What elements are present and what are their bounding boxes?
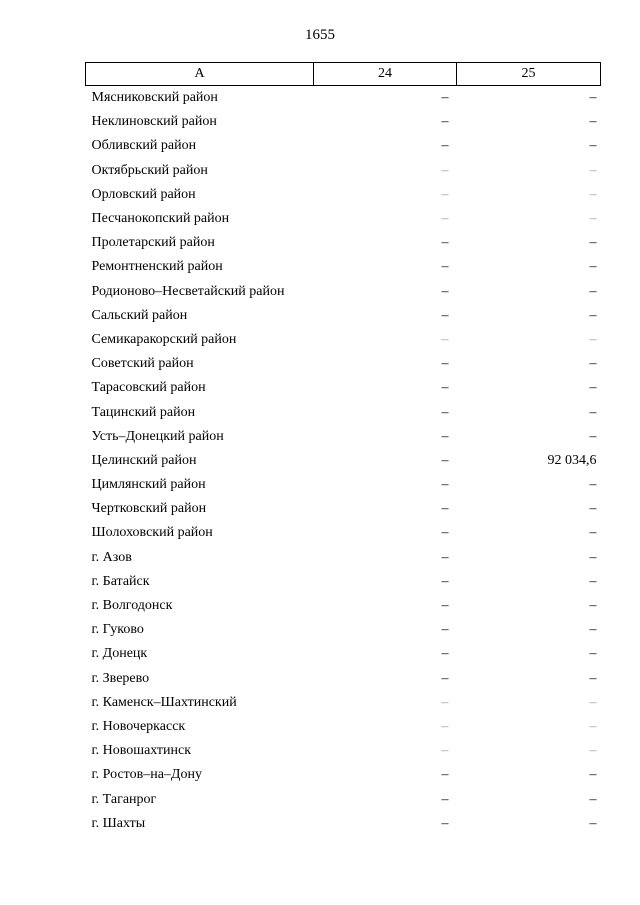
row-value-25: – — [589, 259, 597, 275]
row-value-24: – — [441, 477, 449, 493]
row-value-25: 92 034,6 — [547, 452, 597, 468]
row-value-25: – — [589, 90, 597, 106]
row-value-25: – — [589, 283, 597, 299]
row-value-25: – — [589, 114, 597, 130]
row-value-25: – — [589, 186, 597, 202]
row-value-24: – — [441, 452, 449, 468]
row-value-25: – — [589, 211, 597, 227]
row-value-25: – — [589, 477, 597, 493]
row-name: Цимлянский район — [91, 477, 206, 493]
row-value-25: – — [589, 307, 597, 323]
table-row — [86, 400, 601, 424]
table-row — [86, 594, 601, 618]
row-name: Орловский район — [91, 186, 196, 202]
column-header-24: 24 — [314, 63, 457, 86]
row-value-25: – — [589, 622, 597, 638]
row-value-25: – — [589, 428, 597, 444]
table-row — [86, 376, 601, 400]
row-name: Семикаракорский район — [91, 331, 237, 347]
row-value-24: – — [441, 380, 449, 396]
row-value-24: – — [441, 259, 449, 275]
row-value-24: – — [441, 331, 449, 347]
table-body — [86, 86, 601, 836]
table-row — [86, 134, 601, 158]
row-value-24: – — [441, 622, 449, 638]
row-value-24: – — [441, 525, 449, 541]
table-row — [86, 546, 601, 570]
row-name: Родионово–Несветайский район — [91, 283, 285, 299]
row-value-25: – — [589, 525, 597, 541]
row-name: Усть–Донецкий район — [91, 428, 224, 444]
row-value-25: – — [589, 573, 597, 589]
row-name: Тацинский район — [91, 404, 196, 420]
budget-table — [85, 62, 601, 836]
row-value-25: – — [589, 670, 597, 686]
row-value-24: – — [441, 114, 449, 130]
row-name: г. Донецк — [91, 646, 148, 662]
row-value-24: – — [441, 307, 449, 323]
table-row — [86, 449, 601, 473]
table-row — [86, 667, 601, 691]
row-value-25: – — [589, 767, 597, 783]
row-value-24: – — [441, 791, 449, 807]
table-row — [86, 304, 601, 328]
table-row — [86, 86, 601, 111]
header-row — [86, 63, 601, 86]
row-name: Октябрьский район — [91, 162, 208, 178]
row-name: Советский район — [91, 356, 194, 372]
row-value-25: – — [589, 743, 597, 759]
row-name: Сальский район — [91, 307, 188, 323]
row-value-24: – — [441, 428, 449, 444]
row-value-24: – — [441, 283, 449, 299]
row-value-25: – — [589, 235, 597, 251]
row-name: г. Новошахтинск — [91, 743, 192, 759]
table-row — [86, 231, 601, 255]
row-name: г. Зверево — [91, 670, 150, 686]
row-value-24: – — [441, 162, 449, 178]
row-value-25: – — [589, 501, 597, 517]
row-value-24: – — [441, 573, 449, 589]
row-name: г. Батайск — [91, 573, 150, 589]
row-value-24: – — [441, 549, 449, 565]
row-value-24: – — [441, 767, 449, 783]
table-row — [86, 763, 601, 787]
row-name: Обливский район — [91, 138, 197, 154]
row-name: Чертковский район — [91, 501, 207, 517]
table-row — [86, 570, 601, 594]
row-value-25: – — [589, 815, 597, 831]
row-value-25: – — [589, 404, 597, 420]
row-name: г. Шахты — [91, 815, 146, 831]
row-value-25: – — [589, 331, 597, 347]
row-name: г. Ростов–на–Дону — [91, 767, 202, 783]
row-value-25: – — [589, 138, 597, 154]
row-value-24: – — [441, 743, 449, 759]
table-row — [86, 521, 601, 545]
table-row — [86, 255, 601, 279]
row-value-24: – — [441, 501, 449, 517]
table-row — [86, 642, 601, 666]
row-name: г. Волгодонск — [91, 598, 173, 614]
table-row — [86, 618, 601, 642]
row-name: Песчанокопский район — [91, 211, 230, 227]
row-name: Ремонтненский район — [91, 259, 223, 275]
row-value-25: – — [589, 549, 597, 565]
row-name: Пролетарский район — [91, 235, 215, 251]
table-row — [86, 691, 601, 715]
table-row — [86, 497, 601, 521]
table-row — [86, 183, 601, 207]
row-value-24: – — [441, 211, 449, 227]
row-value-25: – — [589, 646, 597, 662]
column-header-25: 25 — [457, 63, 601, 86]
table-row — [86, 352, 601, 376]
row-value-25: – — [589, 598, 597, 614]
table-row — [86, 207, 601, 231]
table-row — [86, 739, 601, 763]
row-name: г. Азов — [91, 549, 132, 565]
row-name: г. Каменск–Шахтинский — [91, 694, 237, 710]
row-name: Тарасовский район — [91, 380, 206, 396]
column-header-a: А — [86, 63, 314, 86]
table-row — [86, 110, 601, 134]
row-value-24: – — [441, 646, 449, 662]
row-name: Неклиновский район — [91, 114, 217, 130]
row-value-24: – — [441, 694, 449, 710]
row-name: г. Гуково — [91, 622, 144, 638]
row-value-25: – — [589, 356, 597, 372]
row-value-24: – — [441, 235, 449, 251]
row-name: г. Новочеркасск — [91, 718, 186, 734]
row-value-24: – — [441, 670, 449, 686]
page-number: 1655 — [305, 27, 335, 43]
table-row — [86, 787, 601, 811]
row-value-24: – — [441, 90, 449, 106]
row-value-25: – — [589, 162, 597, 178]
row-value-24: – — [441, 186, 449, 202]
table-row — [86, 159, 601, 183]
row-value-24: – — [441, 718, 449, 734]
row-value-24: – — [441, 598, 449, 614]
row-name: Шолоховский район — [91, 525, 213, 541]
table-header — [86, 63, 601, 86]
row-value-25: – — [589, 791, 597, 807]
row-value-25: – — [589, 694, 597, 710]
row-value-25: – — [589, 718, 597, 734]
row-value-25: – — [589, 380, 597, 396]
row-value-24: – — [441, 356, 449, 372]
table-row — [86, 812, 601, 836]
row-name: Целинский район — [91, 452, 197, 468]
table-row — [86, 425, 601, 449]
row-name: г. Таганрог — [91, 791, 157, 807]
table-row — [86, 715, 601, 739]
row-value-24: – — [441, 404, 449, 420]
row-name: Мясниковский район — [91, 90, 218, 106]
table-row — [86, 328, 601, 352]
row-value-24: – — [441, 815, 449, 831]
table-row — [86, 473, 601, 497]
row-value-24: – — [441, 138, 449, 154]
table-row — [86, 280, 601, 304]
